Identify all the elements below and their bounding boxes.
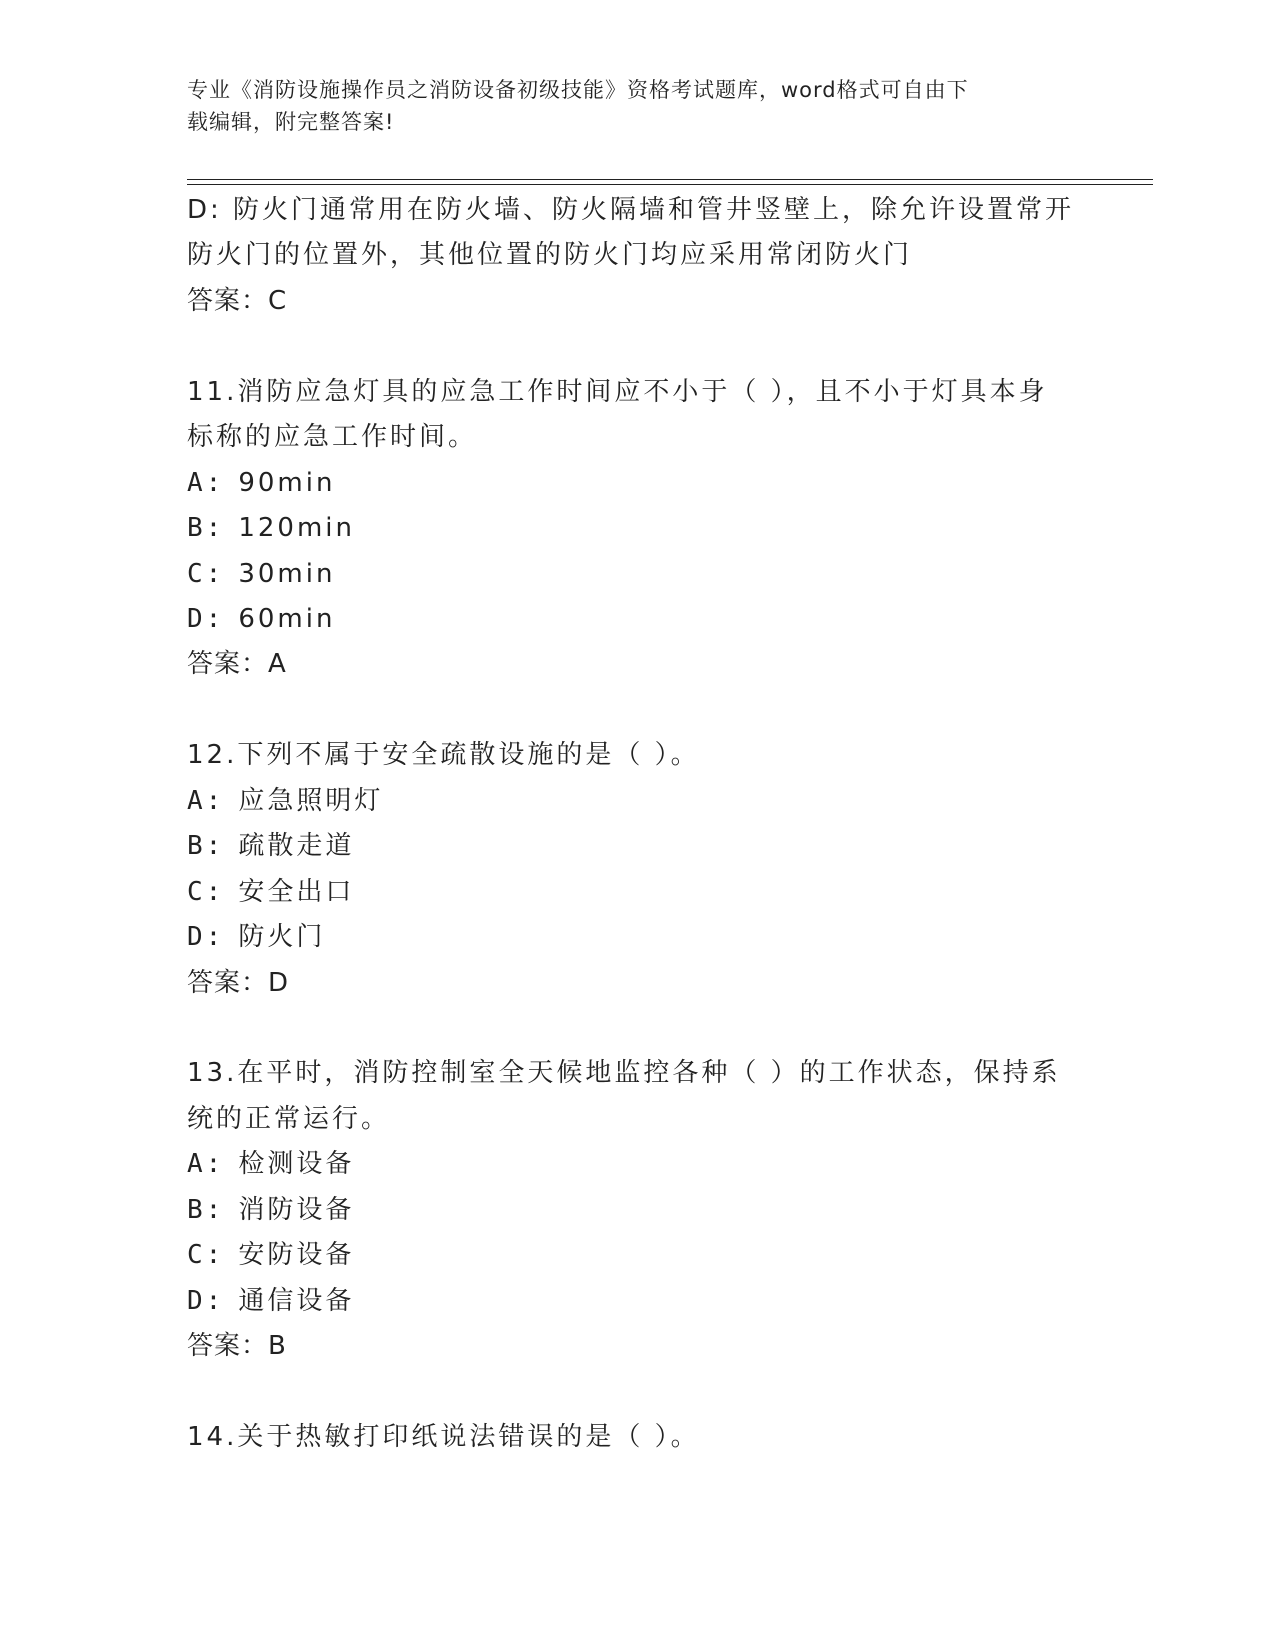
option-text: 疏散走道: [238, 831, 355, 861]
option-label: A:: [187, 468, 225, 498]
option-label: C:: [187, 877, 225, 907]
question-13-stem-line-1: 13.在平时，消防控制室全天候地监控各种（ ）的工作状态，保持系: [187, 1058, 1061, 1088]
option-label: C:: [187, 1240, 225, 1270]
question-11-option-c: [187, 558, 335, 590]
option-text: 消防设备: [238, 1195, 355, 1225]
prev-answer: 答案：C: [187, 286, 288, 316]
option-text: 60min: [238, 604, 336, 634]
document-header: [187, 74, 1067, 138]
option-label: B:: [187, 831, 225, 861]
question-13-stem-line-2: 统的正常运行。: [187, 1104, 391, 1134]
question-11-stem-line-1: 11.消防应急灯具的应急工作时间应不小于（ ），且不小于灯具本身: [187, 377, 1048, 407]
question-12-option-b: [187, 830, 354, 862]
question-14-stem: 14.关于热敏打印纸说法错误的是（ ）。: [187, 1422, 700, 1452]
option-text: 检测设备: [238, 1149, 355, 1179]
header-divider-bottom: [187, 184, 1153, 185]
question-11-option-b: [187, 512, 355, 544]
question-11-stem-line-2: 标称的应急工作时间。: [187, 422, 478, 452]
option-text: 90min: [238, 468, 336, 498]
question-13-option-c: [187, 1239, 354, 1271]
header-line-2: 载编辑，附完整答案!: [187, 110, 395, 134]
option-label: D:: [187, 1286, 225, 1316]
option-label: A:: [187, 1149, 225, 1179]
option-label: A:: [187, 786, 225, 816]
question-12-answer: 答案：D: [187, 968, 290, 998]
option-label: B:: [187, 1195, 225, 1225]
option-label: D:: [187, 922, 225, 952]
option-label: C:: [187, 559, 225, 589]
header-line-1: 专业《消防设施操作员之消防设备初级技能》资格考试题库，word格式可自由下: [187, 78, 969, 102]
option-text: 安全出口: [238, 877, 355, 907]
question-13-answer: 答案：B: [187, 1331, 287, 1361]
question-11-option-d: [187, 603, 335, 635]
option-text: 应急照明灯: [238, 786, 384, 816]
prev-option-d-line-1: D: 防火门通常用在防火墙、防火隔墙和管井竖壁上，除允许设置常开: [187, 195, 1075, 225]
question-12-stem: 12.下列不属于安全疏散设施的是（ ）。: [187, 740, 700, 770]
question-11-option-a: [187, 467, 335, 499]
question-13-option-d: [187, 1285, 354, 1317]
question-11-answer: 答案：A: [187, 649, 287, 679]
question-13-option-b: [187, 1194, 354, 1226]
option-text: 安防设备: [238, 1240, 355, 1270]
question-12-option-d: [187, 921, 325, 953]
question-12-option-a: [187, 785, 383, 817]
question-13-option-a: [187, 1148, 354, 1180]
option-text: 通信设备: [238, 1286, 355, 1316]
question-12-option-c: [187, 876, 354, 908]
option-text: 防火门: [238, 922, 326, 952]
header-divider-top: [187, 179, 1153, 180]
option-label: B:: [187, 513, 225, 543]
option-text: 120min: [238, 513, 355, 543]
option-text: 30min: [238, 559, 336, 589]
prev-option-d-line-2: 防火门的位置外，其他位置的防火门均应采用常闭防火门: [187, 240, 913, 270]
option-label: D:: [187, 604, 225, 634]
